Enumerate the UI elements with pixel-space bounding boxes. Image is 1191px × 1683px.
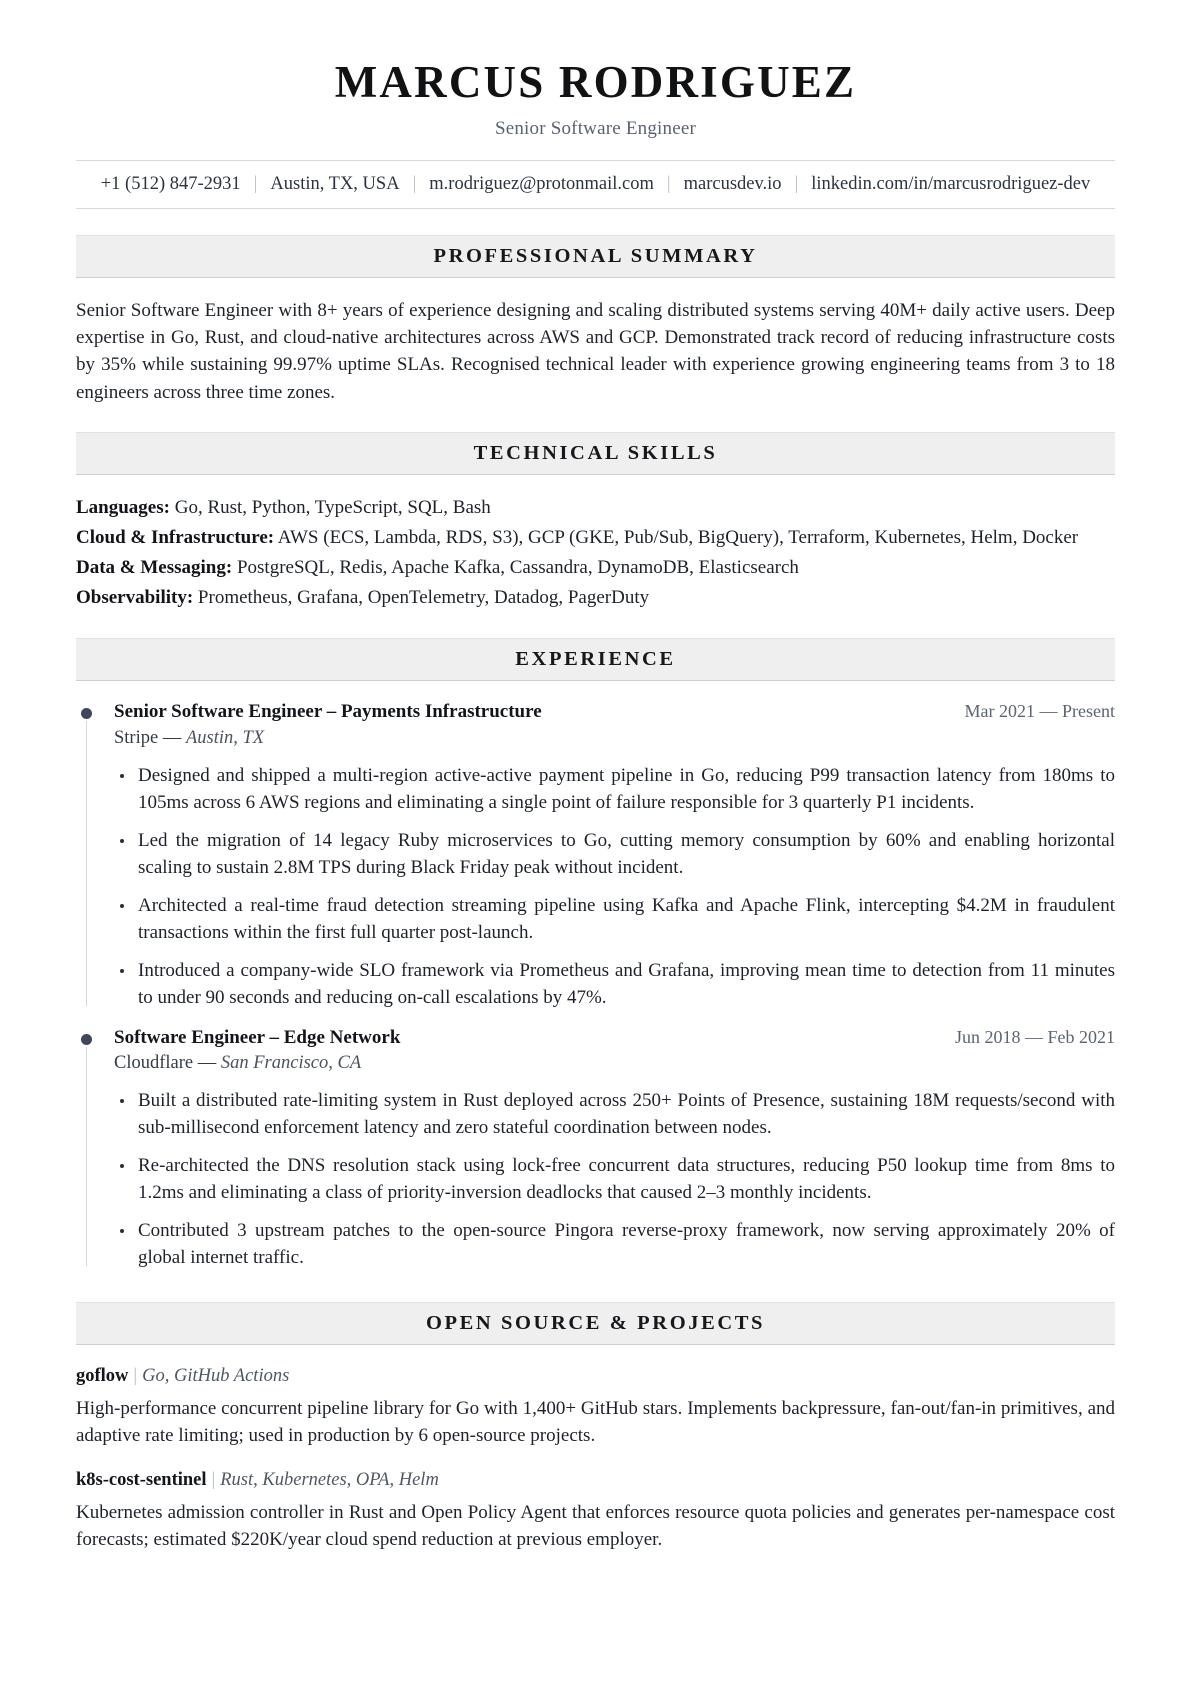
experience-organization — [114, 726, 1115, 751]
experience-bullet: Architected a real-time fraud detection streaming pipeline using Kafka and Apache Flink, intercepting $4.2M in fraudulent transactions within the first full quarter post-launch. — [114, 893, 1115, 947]
experience-dates: Mar 2021 — Present — [964, 701, 1115, 722]
section-open-source-projects — [76, 1302, 1115, 1554]
skill-row — [76, 524, 1115, 552]
experience-role: Senior Software Engineer – Payments Infrastructure — [114, 701, 542, 723]
section-title: TECHNICAL SKILLS — [473, 441, 718, 464]
candidate-name: MARCUS RODRIGUEZ — [334, 57, 857, 107]
project-headline — [76, 1364, 1115, 1389]
summary-paragraph: Senior Software Engineer with 8+ years of experience designing and scaling distributed systems serving 40M+ daily active users. Deep expertise in Go, Rust, and cloud-native architectures across AWS and GCP. Demonstrated track record of reducing infrastructure costs by 35% while sustaining 99.97% uptime SLAs. Recognised technical leader with experience growing engineering teams from 3 to 18 engineers across three time zones. — [76, 299, 1115, 403]
skill-value: Go, Rust, Python, TypeScript, SQL, Bash — [174, 496, 491, 518]
experience-entry — [76, 1026, 1115, 1276]
experience-org-separator: — — [193, 1053, 221, 1074]
experience-location: Austin, TX — [185, 728, 265, 749]
skill-label: Languages: — [76, 496, 170, 518]
timeline-dot-icon — [81, 708, 92, 719]
contact-separator: | — [412, 173, 417, 194]
skills-list — [76, 494, 1115, 612]
project-stack: Go, GitHub Actions — [142, 1366, 290, 1387]
contact-bar — [76, 161, 1115, 209]
section-professional-summary — [76, 235, 1115, 406]
skill-value: PostgreSQL, Redis, Apache Kafka, Cassandra, DynamoDB, Elasticsearch — [236, 557, 799, 579]
section-header-skills — [76, 432, 1115, 475]
timeline-line — [86, 1047, 87, 1266]
contact-location: Austin, TX, USA — [270, 173, 400, 194]
experience-dates: Jun 2018 — Feb 2021 — [954, 1026, 1115, 1047]
section-header-experience — [76, 638, 1115, 681]
experience-company: Stripe — [114, 728, 159, 749]
section-header-projects — [76, 1302, 1115, 1345]
project-name[interactable]: k8s-cost-sentinel — [76, 1470, 207, 1491]
experience-bullet: Contributed 3 upstream patches to the open-source Pingora reverse-proxy framework, now serving approximately 20% of global internet traffic. — [114, 1218, 1115, 1272]
resume-header — [76, 46, 1115, 209]
experience-bullets — [114, 763, 1115, 1012]
contact-email[interactable]: m.rodriguez@protonmail.com — [429, 173, 654, 194]
section-header-summary — [76, 235, 1115, 278]
experience-bullets — [114, 1088, 1115, 1272]
skill-row — [76, 554, 1115, 582]
experience-role: Software Engineer – Edge Network — [114, 1026, 401, 1048]
project-name[interactable]: goflow — [76, 1366, 129, 1387]
skill-label: Cloud & Infrastructure: — [76, 527, 275, 549]
contact-phone[interactable]: +1 (512) 847-2931 — [100, 173, 241, 194]
experience-entry — [76, 700, 1115, 1015]
contact-separator: | — [794, 173, 799, 194]
section-title: PROFESSIONAL SUMMARY — [433, 244, 758, 267]
experience-bullet: Introduced a company-wide SLO framework via Prometheus and Grafana, improving mean time to detection from 11 minutes to under 90 seconds and reducing on-call escalations by 47%. — [114, 958, 1115, 1012]
section-title: OPEN SOURCE & PROJECTS — [425, 1312, 766, 1335]
contact-website[interactable]: marcusdev.io — [683, 173, 782, 194]
project-stack: Rust, Kubernetes, OPA, Helm — [220, 1470, 439, 1491]
experience-company: Cloudflare — [114, 1053, 194, 1074]
experience-bullet: Built a distributed rate-limiting system in Rust deployed across 250+ Points of Presence, sustaining 18M requests/second with sub-millisecond enforcement latency and zero stateful coordination between nodes. — [114, 1088, 1115, 1142]
section-experience — [76, 638, 1115, 1276]
experience-header-row — [114, 1026, 1115, 1051]
experience-org-separator: — — [158, 728, 186, 749]
skill-row — [76, 494, 1115, 522]
project-separator: | — [211, 1470, 216, 1491]
timeline-line — [86, 721, 87, 1005]
experience-bullet: Led the migration of 14 legacy Ruby microservices to Go, cutting memory consumption by 60% and enabling horizontal scaling to sustain 2.8M TPS during Black Friday peak without incident. — [114, 828, 1115, 882]
contact-separator: | — [253, 173, 258, 194]
timeline-dot-icon — [81, 1034, 92, 1045]
contact-linkedin[interactable]: linkedin.com/in/marcusrodriguez-dev — [811, 173, 1091, 194]
section-technical-skills — [76, 432, 1115, 612]
experience-location: San Francisco, CA — [220, 1053, 362, 1074]
project-headline — [76, 1468, 1115, 1493]
project-description: Kubernetes admission controller in Rust and Open Policy Agent that enforces resource quota policies and generates per-namespace cost forecasts; estimated $220K/year cloud spend reduction at previous employer. — [76, 1502, 1115, 1551]
experience-bullet: Re-architected the DNS resolution stack using lock-free concurrent data structures, reducing P50 lookup time from 8ms to 1.2ms and eliminating a class of priority-inversion deadlocks that caused 2–3 monthly incidents. — [114, 1153, 1115, 1207]
skill-value: Prometheus, Grafana, OpenTelemetry, Datadog, PagerDuty — [197, 587, 650, 609]
contact-separator: | — [666, 173, 671, 194]
project-separator: | — [133, 1366, 138, 1387]
project-entry — [76, 1468, 1115, 1554]
section-title: EXPERIENCE — [515, 648, 676, 671]
skill-value: AWS (ECS, Lambda, RDS, S3), GCP (GKE, Pub/Sub, BigQuery), Terraform, Kubernetes, Helm, Docker — [277, 527, 1079, 549]
skill-row — [76, 584, 1115, 612]
skill-label: Data & Messaging: — [76, 557, 233, 579]
experience-organization — [114, 1051, 1115, 1076]
experience-header-row — [114, 700, 1115, 725]
skill-label: Observability: — [76, 587, 194, 609]
experience-bullet: Designed and shipped a multi-region active-active payment pipeline in Go, reducing P99 transaction latency from 180ms to 105ms across 6 AWS regions and eliminating a single point of failure responsible for 3 quarterly P1 incidents. — [114, 763, 1115, 817]
project-description: High-performance concurrent pipeline library for Go with 1,400+ GitHub stars. Implements backpressure, fan-out/fan-in primitives, and adaptive rate limiting; used in production by 6 open-source projects. — [76, 1398, 1115, 1447]
candidate-title: Senior Software Engineer — [494, 117, 697, 139]
project-entry — [76, 1364, 1115, 1450]
